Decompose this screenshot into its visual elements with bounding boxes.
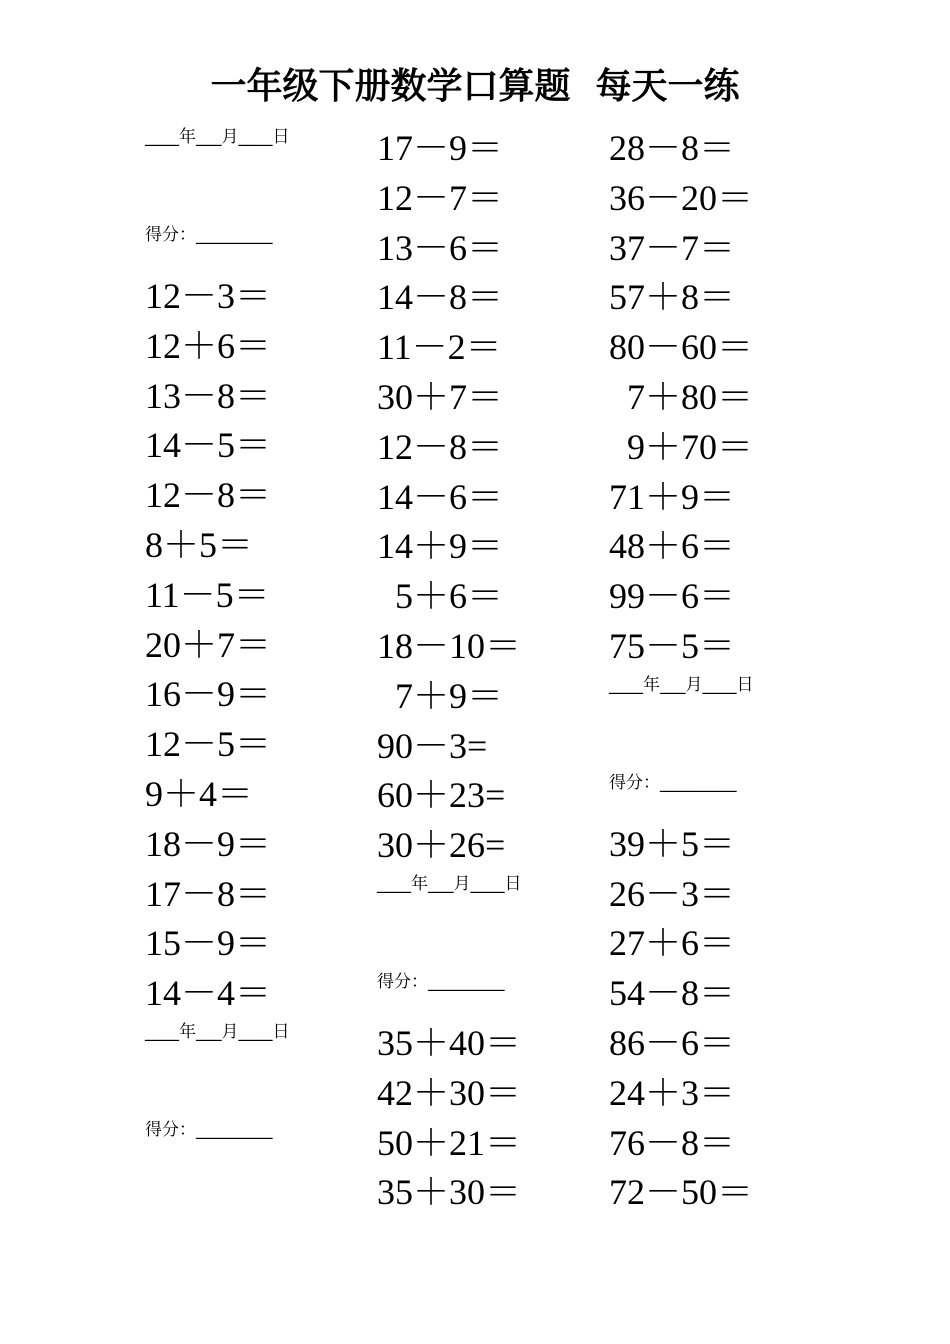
problem-item: 14＋9＝ <box>377 526 504 567</box>
problem-item: 48＋6＝ <box>609 526 736 567</box>
problem-item: 14－5＝ <box>145 425 272 466</box>
problem-item: 17－8＝ <box>145 873 272 914</box>
problem-column-1 <box>145 124 370 1167</box>
problem-item: 50＋21＝ <box>377 1122 522 1163</box>
problem-item: 37－7＝ <box>609 227 736 268</box>
problem-item: 57＋8＝ <box>609 277 736 318</box>
score-line: 得分：_________ <box>609 772 737 793</box>
problem-item: 39＋5＝ <box>609 823 736 864</box>
problem-item: 12－5＝ <box>145 724 272 765</box>
spacer <box>145 150 370 222</box>
problem-item: 11－2＝ <box>377 327 502 368</box>
problem-item: 14－4＝ <box>145 973 272 1014</box>
problem-item: 16－9＝ <box>145 674 272 715</box>
problem-item: 54－8＝ <box>609 973 736 1014</box>
spacer <box>145 1143 370 1167</box>
spacer <box>145 248 370 272</box>
problem-item: 7＋80＝ <box>609 376 754 417</box>
problem-item: 8＋5＝ <box>145 524 254 565</box>
problem-item: 12－7＝ <box>377 177 504 218</box>
problem-item: 12－8＝ <box>377 426 504 467</box>
date-line: ____年___月____日 <box>377 873 522 894</box>
problem-item: 12－3＝ <box>145 276 272 316</box>
problem-item: 35＋30＝ <box>377 1172 522 1213</box>
problem-item: 28－8＝ <box>609 128 736 168</box>
problem-item: 12－8＝ <box>145 475 272 516</box>
problem-item: 86－6＝ <box>609 1022 736 1063</box>
problem-item: 7＋9＝ <box>377 675 504 716</box>
problem-item: 9＋4＝ <box>145 773 254 814</box>
date-line: ____年___月____日 <box>145 127 290 147</box>
problem-item: 42＋30＝ <box>377 1072 522 1113</box>
spacer <box>377 995 602 1019</box>
problem-item: 99－6＝ <box>609 576 736 617</box>
problem-item: 36－20＝ <box>609 177 754 218</box>
problem-item: 14－8＝ <box>377 277 504 318</box>
problem-item: 13－8＝ <box>145 375 272 416</box>
score-line: 得分：_________ <box>145 225 273 245</box>
date-line: ____年___月____日 <box>145 1021 290 1042</box>
problem-item: 72－50＝ <box>609 1172 754 1213</box>
problem-item: 9＋70＝ <box>609 426 754 467</box>
problem-item: 13－6＝ <box>377 227 504 268</box>
problem-item: 5＋6＝ <box>377 576 504 617</box>
page-title: 一年级下册数学口算题 每天一练 <box>210 66 740 107</box>
problem-item: 71＋9＝ <box>609 476 736 517</box>
score-line: 得分：_________ <box>377 971 505 992</box>
problem-item: 75－5＝ <box>609 625 736 666</box>
spacer <box>609 698 834 770</box>
problem-item: 80－60＝ <box>609 327 754 368</box>
problem-item: 18－10＝ <box>377 625 522 666</box>
problem-column-3 <box>609 124 834 1218</box>
problem-item: 30＋26= <box>377 825 506 866</box>
spacer <box>609 796 834 820</box>
problem-item: 30＋7＝ <box>377 376 504 417</box>
problem-item: 14－6＝ <box>377 476 504 517</box>
problem-item: 90－3= <box>377 725 488 766</box>
score-line: 得分：_________ <box>145 1119 273 1140</box>
problem-item: 27＋6＝ <box>609 923 736 964</box>
problem-item: 17－9＝ <box>377 128 504 168</box>
spacer <box>145 1045 370 1117</box>
problem-item: 60＋23= <box>377 775 506 816</box>
spacer <box>377 897 602 969</box>
problem-item: 24＋3＝ <box>609 1072 736 1113</box>
problem-item: 18－9＝ <box>145 823 272 864</box>
problem-item: 35＋40＝ <box>377 1022 522 1063</box>
problem-item: 26－3＝ <box>609 873 736 914</box>
problem-item: 76－8＝ <box>609 1122 736 1163</box>
problem-item: 15－9＝ <box>145 923 272 964</box>
date-line: ____年___月____日 <box>609 674 754 695</box>
problem-column-2 <box>377 124 602 1218</box>
problem-item: 12＋6＝ <box>145 325 272 366</box>
problem-item: 20＋7＝ <box>145 624 272 665</box>
problem-item: 11－5＝ <box>145 574 270 615</box>
